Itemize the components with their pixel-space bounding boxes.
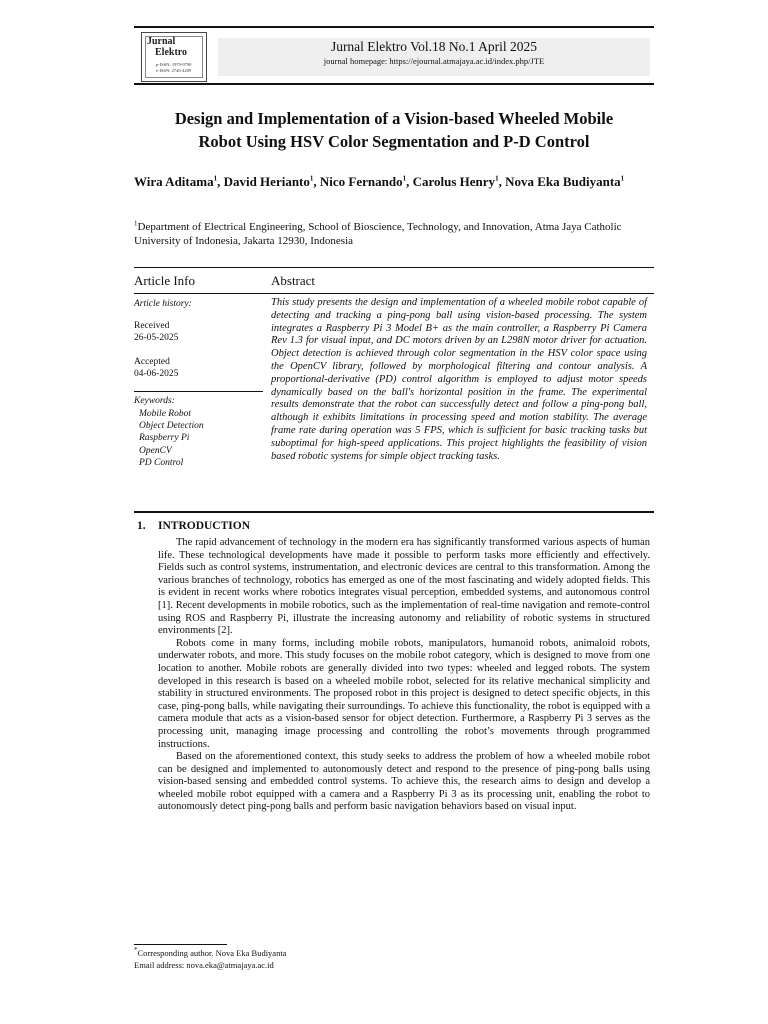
paper-title-line1: Design and Implementation of a Vision-based Wheeled Mobile <box>174 109 614 128</box>
logo-text-line1: Jurnal <box>147 36 176 47</box>
section-heading <box>137 519 250 533</box>
logo-eissn: e-ISSN: 2746-4289 <box>156 68 192 73</box>
author-affiliation-mark: 1 <box>620 174 625 183</box>
logo-text-line2: Elektro <box>155 47 188 58</box>
info-box-bottom-rule <box>134 511 654 513</box>
corresponding-author-note <box>134 947 286 959</box>
info-box-top-rule <box>134 267 654 268</box>
author-list: Wira Aditama$^1$, David Herianto$^1$, Nico Fernando$^1$, Carolus Henry$^1$, Nova Eka Budiyanta$^1$ <box>134 174 625 189</box>
keyword-item: Mobile Robot <box>139 409 191 419</box>
keywords-separator-rule <box>134 391 263 392</box>
logo-pissn: p-ISSN: 1979-9790 <box>156 62 192 67</box>
keywords-label: Keywords: <box>134 396 175 406</box>
journal-homepage[interactable]: journal homepage: https://ejournal.atmajaya.ac.id/index.php/JTE <box>323 56 545 66</box>
abstract-heading: Abstract <box>271 273 316 288</box>
footnote <box>134 947 286 971</box>
footnote-rule <box>134 944 227 945</box>
received-label: Received <box>134 321 170 331</box>
affiliation-text: Department of Electrical Engineering, School of Bioscience, Technology, and Innovation, Atma Jaya Catholic University of Indonesia, Jakarta 12930, Indonesia <box>134 221 622 247</box>
journal-logo <box>141 32 207 82</box>
info-box-header-rule <box>134 293 654 294</box>
accepted-date: 04-06-2025 <box>134 369 179 379</box>
paper-title <box>120 107 668 153</box>
accepted-label: Accepted <box>134 357 170 367</box>
keyword-item: OpenCV <box>139 445 172 456</box>
corresponding-author-text: Corresponding author. Nova Eka Budiyanta <box>137 948 287 958</box>
article-info-heading: Article Info <box>134 273 196 288</box>
keyword-item: Object Detection <box>139 421 204 432</box>
abstract-text: This study presents the design and implementation of a wheeled mobile robot capable of detecting and tracking a ping-pong ball using vision-based processing. The system integrates a Raspberry Pi 3 Model B+ as the main controller, a Raspberry Pi Camera Rev 1.3 for visual input, and DC motors driven by an L298N motor driver for actuation. Object detection is achieved through color segmentation in the HSV color space using the OpenCV library, followed by morphological filtering and contour analysis. A proportional-derivative (PD) control algorithm is employed to adjust motor speeds dynamically based on the ball's horizontal position in the frame. The experimental results demonstrate that the robot can successfully detect and follow a ping-pong ball, although it exhibits limitations in processing speed and motion stability. The average frame rate during operation was 5 FPS, which is sufficient for basic tracking tasks but suboptimal for high-speed applications. This project highlights the feasibility of vision based robotic systems for simple object tracking tasks. <box>271 297 647 462</box>
author-affiliation-mark: 1 <box>402 174 407 183</box>
keyword-item: PD Control <box>139 457 184 468</box>
corresponding-marker: * <box>134 946 138 955</box>
section-title: INTRODUCTION <box>158 520 251 532</box>
body-paragraph: Robots come in many forms, including mobile robots, manipulators, humanoid robots, animaloid robots, underwater robots, and more. This study focuses on the mobile robot category, which is designed to move from one location to another. Mobile robots are generally divided into two types: wheeled and legged robots. The system developed in this research is based on a wheeled mobile robot, selected for its relative mechanical simplicity and stability in structured environments. The proposed robot in this project is designed to detect specific objects, in this case, ping-pong balls, while navigating their surroundings. To achieve this functionality, the robot is equipped with a camera module that acts as a vision-based sensor for object detection. Furthermore, a Raspberry Pi 3 serves as the processing unit, managing image processing and controlling the robot’s movements through programmed instructions. <box>158 637 650 750</box>
corresponding-email[interactable]: Email address: nova.eka@atmajaya.ac.id <box>134 960 274 970</box>
author-name: Nova Eka Budiyanta <box>505 174 621 189</box>
affiliation-mark: 1 <box>134 219 138 228</box>
introduction-body <box>158 537 650 814</box>
author-name: Nico Fernando <box>319 174 403 189</box>
header-bottom-rule <box>134 83 654 85</box>
header-top-rule <box>134 26 654 28</box>
article-history-label: Article history: <box>134 299 192 309</box>
author-name: Wira Aditama <box>134 174 214 189</box>
author-name: David Herianto <box>223 174 310 189</box>
author-affiliation-mark: 1 <box>309 174 314 183</box>
body-paragraph: The rapid advancement of technology in the modern era has significantly transformed various aspects of human life. These technological developments have made it possible to perform tasks more efficiently and effectively. Fields such as control systems, instrumentation, and electronic devices are central to this transformation. Among the various branches of technology, robotics has emerged as one of the most fascinating and widely adopted fields. This is evident in recent works where robotics integrates visual perception, embedded systems, and autonomous control [1]. Recent developments in mobile robotics, such as the implementation of real-time navigation and remote-control using ROS and Raspberry Pi, illustrate the increasing autonomy and reliability of robotic systems in structured environments [2]. <box>158 537 650 637</box>
body-paragraph: Based on the aforementioned context, this study seeks to address the problem of how a wheeled mobile robot can be designed and implemented to autonomously detect and respond to the presence of ping-pong balls using vision-based sensing and embedded control systems. To achieve this, the research aims to design and develop a wheeled mobile robot equipped with a camera and a Raspberry Pi 3 as its processing unit, enabling the robot to autonomously detect ping-pong balls and perform basic navigation behaviors based on visual input. <box>158 751 650 813</box>
author-name: Carolus Henry <box>412 174 496 189</box>
paper-title-line2: Robot Using HSV Color Segmentation and P-D Control <box>198 132 590 151</box>
affiliation <box>134 221 654 248</box>
keyword-item: Raspberry Pi <box>139 433 190 444</box>
journal-name: Jurnal Elektro Vol.18 No.1 April 2025 <box>330 39 538 54</box>
received-date: 26-05-2025 <box>134 333 179 343</box>
author-affiliation-mark: 1 <box>213 174 218 183</box>
journal-info-box <box>218 38 650 76</box>
author-affiliation-mark: 1 <box>495 174 499 183</box>
section-number: 1. <box>137 520 146 532</box>
keywords-list <box>139 408 204 469</box>
